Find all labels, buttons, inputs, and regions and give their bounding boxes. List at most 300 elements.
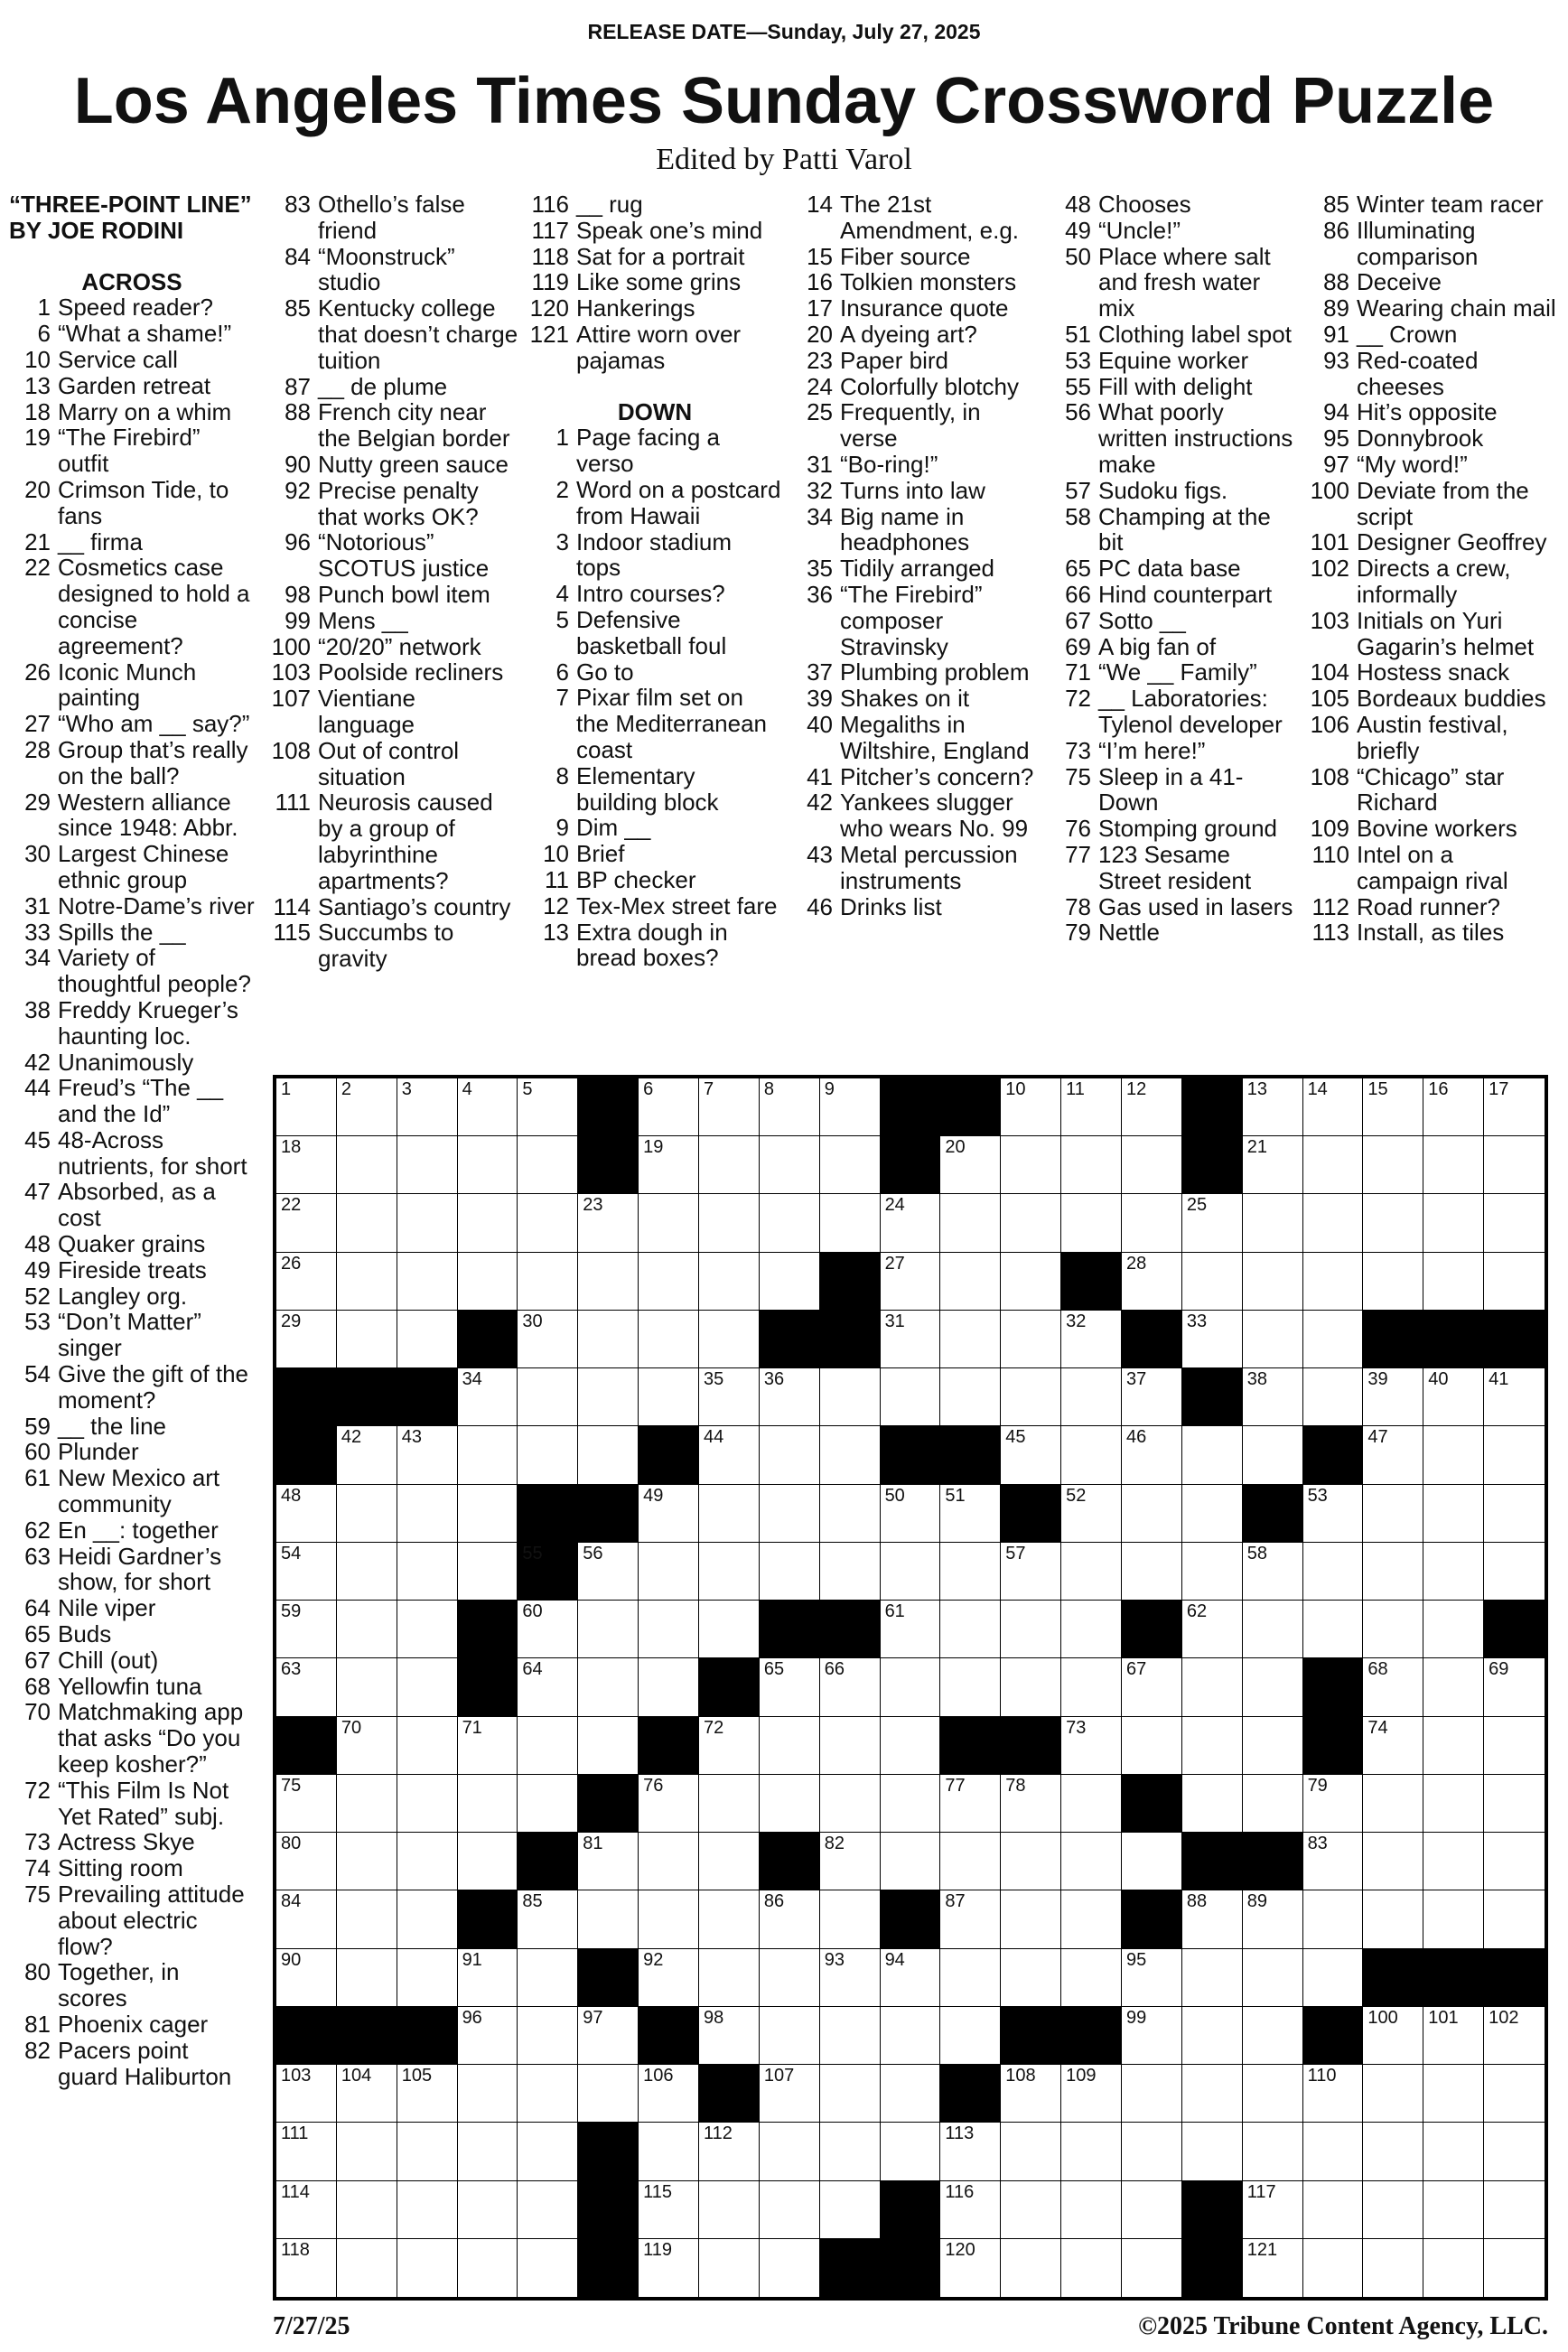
grid-cell[interactable] <box>940 2239 1001 2297</box>
grid-cell[interactable] <box>1001 1311 1061 1368</box>
grid-cell[interactable] <box>1303 1194 1364 1252</box>
grid-cell[interactable] <box>1122 1717 1182 1775</box>
grid-cell[interactable] <box>1182 1658 1243 1716</box>
grid-cell[interactable] <box>1484 1485 1545 1543</box>
grid-cell[interactable] <box>1122 2239 1182 2297</box>
grid-cell[interactable] <box>881 2065 941 2123</box>
grid-cell[interactable] <box>578 1890 639 1948</box>
grid-cell[interactable] <box>1061 2123 1122 2180</box>
grid-cell[interactable] <box>1363 1890 1423 1948</box>
grid-cell[interactable] <box>1122 2181 1182 2239</box>
grid-cell[interactable] <box>1484 1136 1545 1194</box>
grid-cell[interactable] <box>639 2239 699 2297</box>
grid-cell[interactable] <box>1423 1890 1484 1948</box>
grid-cell[interactable] <box>760 1078 820 1136</box>
grid-cell[interactable] <box>639 1658 699 1716</box>
grid-cell[interactable] <box>940 1253 1001 1311</box>
grid-cell[interactable] <box>276 1194 337 1252</box>
grid-cell[interactable] <box>337 1601 397 1658</box>
grid-cell[interactable] <box>1363 1717 1423 1775</box>
grid-cell[interactable] <box>940 1485 1001 1543</box>
grid-cell[interactable] <box>1243 2065 1303 2123</box>
grid-cell[interactable] <box>1363 1658 1423 1716</box>
grid-cell[interactable] <box>276 1890 337 1948</box>
grid-cell[interactable] <box>1484 1658 1545 1716</box>
grid-cell[interactable] <box>639 1775 699 1833</box>
grid-cell[interactable] <box>1303 1253 1364 1311</box>
grid-cell[interactable] <box>1061 1194 1122 1252</box>
grid-cell[interactable] <box>1122 1253 1182 1311</box>
grid-cell[interactable] <box>639 1311 699 1368</box>
grid-cell[interactable] <box>1363 2123 1423 2180</box>
grid-cell[interactable] <box>1001 1543 1061 1601</box>
grid-cell[interactable] <box>276 1833 337 1890</box>
grid-cell[interactable] <box>1303 1311 1364 1368</box>
grid-cell[interactable] <box>397 2181 458 2239</box>
grid-cell[interactable] <box>940 1949 1001 2007</box>
grid-cell[interactable] <box>1182 1194 1243 1252</box>
grid-cell[interactable] <box>1243 1253 1303 1311</box>
grid-cell[interactable] <box>760 1949 820 2007</box>
grid-cell[interactable] <box>1182 2007 1243 2065</box>
grid-cell[interactable] <box>397 1717 458 1775</box>
grid-cell[interactable] <box>276 1078 337 1136</box>
grid-cell[interactable] <box>276 1775 337 1833</box>
grid-cell[interactable] <box>940 2123 1001 2180</box>
grid-cell[interactable] <box>1363 2065 1423 2123</box>
grid-cell[interactable] <box>276 2239 337 2297</box>
grid-cell[interactable] <box>1363 1194 1423 1252</box>
grid-cell[interactable] <box>458 1949 518 2007</box>
grid-cell[interactable] <box>1061 1658 1122 1716</box>
grid-cell[interactable] <box>1061 1890 1122 1948</box>
grid-cell[interactable] <box>337 2181 397 2239</box>
grid-cell[interactable] <box>940 1368 1001 1426</box>
grid-cell[interactable] <box>1001 1890 1061 1948</box>
grid-cell[interactable] <box>1001 1136 1061 1194</box>
grid-cell[interactable] <box>397 1311 458 1368</box>
grid-cell[interactable] <box>458 2007 518 2065</box>
grid-cell[interactable] <box>1001 1253 1061 1311</box>
grid-cell[interactable] <box>458 2065 518 2123</box>
grid-cell[interactable] <box>276 1949 337 2007</box>
grid-cell[interactable] <box>1363 1426 1423 1484</box>
grid-cell[interactable] <box>337 1833 397 1890</box>
grid-cell[interactable] <box>1001 2123 1061 2180</box>
grid-cell[interactable] <box>397 2123 458 2180</box>
grid-cell[interactable] <box>1363 2239 1423 2297</box>
grid-cell[interactable] <box>940 1136 1001 1194</box>
grid-cell[interactable] <box>1243 2239 1303 2297</box>
grid-cell[interactable] <box>578 1311 639 1368</box>
grid-cell[interactable] <box>276 1658 337 1716</box>
grid-cell[interactable] <box>578 1426 639 1484</box>
grid-cell[interactable] <box>1061 1717 1122 1775</box>
grid-cell[interactable] <box>1061 1311 1122 1368</box>
grid-cell[interactable] <box>1484 1833 1545 1890</box>
grid-cell[interactable] <box>458 2239 518 2297</box>
grid-cell[interactable] <box>518 1136 578 1194</box>
grid-cell[interactable] <box>881 2123 941 2180</box>
grid-cell[interactable] <box>1423 1194 1484 1252</box>
grid-cell[interactable] <box>820 1136 881 1194</box>
grid-cell[interactable] <box>1243 1426 1303 1484</box>
grid-cell[interactable] <box>518 2239 578 2297</box>
grid-cell[interactable] <box>458 2181 518 2239</box>
grid-cell[interactable] <box>1243 1194 1303 1252</box>
grid-cell[interactable] <box>1122 2007 1182 2065</box>
grid-cell[interactable] <box>1303 2239 1364 2297</box>
grid-cell[interactable] <box>458 1833 518 1890</box>
grid-cell[interactable] <box>1423 1485 1484 1543</box>
grid-cell[interactable] <box>1122 1949 1182 2007</box>
grid-cell[interactable] <box>940 1775 1001 1833</box>
grid-cell[interactable] <box>1122 1078 1182 1136</box>
grid-cell[interactable] <box>760 1136 820 1194</box>
grid-cell[interactable] <box>276 1136 337 1194</box>
grid-cell[interactable] <box>699 1601 760 1658</box>
grid-cell[interactable] <box>699 1253 760 1311</box>
grid-cell[interactable] <box>699 1543 760 1601</box>
grid-cell[interactable] <box>276 2065 337 2123</box>
grid-cell[interactable] <box>1001 1368 1061 1426</box>
grid-cell[interactable] <box>1061 1543 1122 1601</box>
grid-cell[interactable] <box>1122 2065 1182 2123</box>
grid-cell[interactable] <box>639 1136 699 1194</box>
grid-cell[interactable] <box>1001 2065 1061 2123</box>
grid-cell[interactable] <box>1423 1601 1484 1658</box>
grid-cell[interactable] <box>276 2123 337 2180</box>
grid-cell[interactable] <box>1243 1368 1303 1426</box>
grid-cell[interactable] <box>881 1194 941 1252</box>
grid-cell[interactable] <box>1363 2181 1423 2239</box>
grid-cell[interactable] <box>518 1253 578 1311</box>
grid-cell[interactable] <box>1001 1194 1061 1252</box>
grid-cell[interactable] <box>276 1253 337 1311</box>
grid-cell[interactable] <box>337 1253 397 1311</box>
grid-cell[interactable] <box>1182 1253 1243 1311</box>
grid-cell[interactable] <box>699 1194 760 1252</box>
grid-cell[interactable] <box>518 1078 578 1136</box>
grid-cell[interactable] <box>1061 1136 1122 1194</box>
grid-cell[interactable] <box>699 2181 760 2239</box>
grid-cell[interactable] <box>760 1485 820 1543</box>
grid-cell[interactable] <box>397 1253 458 1311</box>
grid-cell[interactable] <box>1423 1658 1484 1716</box>
grid-cell[interactable] <box>881 1311 941 1368</box>
grid-cell[interactable] <box>578 1194 639 1252</box>
grid-cell[interactable] <box>1001 1658 1061 1716</box>
grid-cell[interactable] <box>1122 1136 1182 1194</box>
grid-cell[interactable] <box>458 1485 518 1543</box>
grid-cell[interactable] <box>397 1194 458 1252</box>
grid-cell[interactable] <box>820 1717 881 1775</box>
grid-cell[interactable] <box>1243 1775 1303 1833</box>
grid-cell[interactable] <box>760 1368 820 1426</box>
grid-cell[interactable] <box>1363 2007 1423 2065</box>
grid-cell[interactable] <box>820 2181 881 2239</box>
grid-cell[interactable] <box>820 1368 881 1426</box>
grid-cell[interactable] <box>1122 2123 1182 2180</box>
grid-cell[interactable] <box>1303 1949 1364 2007</box>
grid-cell[interactable] <box>337 1775 397 1833</box>
grid-cell[interactable] <box>518 1717 578 1775</box>
grid-cell[interactable] <box>1484 2123 1545 2180</box>
grid-cell[interactable] <box>1182 1717 1243 1775</box>
grid-cell[interactable] <box>397 1833 458 1890</box>
grid-cell[interactable] <box>337 2123 397 2180</box>
grid-cell[interactable] <box>518 2065 578 2123</box>
grid-cell[interactable] <box>1423 1775 1484 1833</box>
grid-cell[interactable] <box>699 1485 760 1543</box>
grid-cell[interactable] <box>639 1078 699 1136</box>
grid-cell[interactable] <box>578 1601 639 1658</box>
grid-cell[interactable] <box>940 2007 1001 2065</box>
grid-cell[interactable] <box>458 1136 518 1194</box>
grid-cell[interactable] <box>397 1949 458 2007</box>
grid-cell[interactable] <box>337 1078 397 1136</box>
grid-cell[interactable] <box>639 2181 699 2239</box>
grid-cell[interactable] <box>820 2065 881 2123</box>
grid-cell[interactable] <box>1243 1311 1303 1368</box>
grid-cell[interactable] <box>1363 1833 1423 1890</box>
grid-cell[interactable] <box>940 1311 1001 1368</box>
grid-cell[interactable] <box>881 2007 941 2065</box>
grid-cell[interactable] <box>458 1194 518 1252</box>
grid-cell[interactable] <box>1423 1368 1484 1426</box>
grid-cell[interactable] <box>1122 1485 1182 1543</box>
grid-cell[interactable] <box>1423 1717 1484 1775</box>
grid-cell[interactable] <box>699 1949 760 2007</box>
grid-cell[interactable] <box>1061 1775 1122 1833</box>
grid-cell[interactable] <box>1243 1658 1303 1716</box>
grid-cell[interactable] <box>760 1253 820 1311</box>
grid-cell[interactable] <box>1363 1485 1423 1543</box>
grid-cell[interactable] <box>337 1890 397 1948</box>
grid-cell[interactable] <box>337 1543 397 1601</box>
crossword-grid[interactable] <box>273 1075 1548 2301</box>
grid-cell[interactable] <box>639 1833 699 1890</box>
grid-cell[interactable] <box>639 2123 699 2180</box>
grid-cell[interactable] <box>699 1426 760 1484</box>
grid-cell[interactable] <box>397 1136 458 1194</box>
grid-cell[interactable] <box>1363 1601 1423 1658</box>
grid-cell[interactable] <box>699 1890 760 1948</box>
grid-cell[interactable] <box>337 2239 397 2297</box>
grid-cell[interactable] <box>820 1775 881 1833</box>
grid-cell[interactable] <box>1423 2181 1484 2239</box>
grid-cell[interactable] <box>760 1658 820 1716</box>
grid-cell[interactable] <box>578 1658 639 1716</box>
grid-cell[interactable] <box>881 1368 941 1426</box>
grid-cell[interactable] <box>1243 2123 1303 2180</box>
grid-cell[interactable] <box>1303 2065 1364 2123</box>
grid-cell[interactable] <box>699 1833 760 1890</box>
grid-cell[interactable] <box>518 1194 578 1252</box>
grid-cell[interactable] <box>820 2007 881 2065</box>
grid-cell[interactable] <box>1001 1775 1061 1833</box>
grid-cell[interactable] <box>1303 1368 1364 1426</box>
grid-cell[interactable] <box>1423 1136 1484 1194</box>
grid-cell[interactable] <box>1001 1426 1061 1484</box>
grid-cell[interactable] <box>699 2007 760 2065</box>
grid-cell[interactable] <box>1303 1890 1364 1948</box>
grid-cell[interactable] <box>1363 1775 1423 1833</box>
grid-cell[interactable] <box>1182 1426 1243 1484</box>
grid-cell[interactable] <box>1303 2181 1364 2239</box>
grid-cell[interactable] <box>1061 2239 1122 2297</box>
grid-cell[interactable] <box>1484 1775 1545 1833</box>
grid-cell[interactable] <box>1061 2181 1122 2239</box>
grid-cell[interactable] <box>397 1426 458 1484</box>
grid-cell[interactable] <box>820 1833 881 1890</box>
grid-cell[interactable] <box>1303 1485 1364 1543</box>
grid-cell[interactable] <box>1122 1833 1182 1890</box>
grid-cell[interactable] <box>1363 1543 1423 1601</box>
grid-cell[interactable] <box>518 2123 578 2180</box>
grid-cell[interactable] <box>337 1658 397 1716</box>
grid-cell[interactable] <box>1001 1601 1061 1658</box>
grid-cell[interactable] <box>1484 1078 1545 1136</box>
grid-cell[interactable] <box>639 1368 699 1426</box>
grid-cell[interactable] <box>578 2007 639 2065</box>
grid-cell[interactable] <box>458 1078 518 1136</box>
grid-cell[interactable] <box>1122 1368 1182 1426</box>
grid-cell[interactable] <box>820 1949 881 2007</box>
grid-cell[interactable] <box>1484 2007 1545 2065</box>
grid-cell[interactable] <box>276 2181 337 2239</box>
grid-cell[interactable] <box>1122 1543 1182 1601</box>
grid-cell[interactable] <box>820 1426 881 1484</box>
grid-cell[interactable] <box>1061 1078 1122 1136</box>
grid-cell[interactable] <box>881 1485 941 1543</box>
grid-cell[interactable] <box>1423 1833 1484 1890</box>
grid-cell[interactable] <box>881 1253 941 1311</box>
grid-cell[interactable] <box>458 1426 518 1484</box>
grid-cell[interactable] <box>397 1601 458 1658</box>
grid-cell[interactable] <box>1423 2123 1484 2180</box>
grid-cell[interactable] <box>760 2181 820 2239</box>
grid-cell[interactable] <box>940 1601 1001 1658</box>
grid-cell[interactable] <box>639 1601 699 1658</box>
grid-cell[interactable] <box>518 1601 578 1658</box>
grid-cell[interactable] <box>1243 1543 1303 1601</box>
grid-cell[interactable] <box>1243 2007 1303 2065</box>
grid-cell[interactable] <box>578 1543 639 1601</box>
grid-cell[interactable] <box>578 1833 639 1890</box>
grid-cell[interactable] <box>1182 2123 1243 2180</box>
grid-cell[interactable] <box>1061 1949 1122 2007</box>
grid-cell[interactable] <box>337 2065 397 2123</box>
grid-cell[interactable] <box>1423 2007 1484 2065</box>
grid-cell[interactable] <box>940 1890 1001 1948</box>
grid-cell[interactable] <box>276 1485 337 1543</box>
grid-cell[interactable] <box>639 1253 699 1311</box>
grid-cell[interactable] <box>760 1543 820 1601</box>
grid-cell[interactable] <box>1303 1543 1364 1601</box>
grid-cell[interactable] <box>458 1543 518 1601</box>
grid-cell[interactable] <box>639 1890 699 1948</box>
grid-cell[interactable] <box>1182 2065 1243 2123</box>
grid-cell[interactable] <box>397 1658 458 1716</box>
grid-cell[interactable] <box>337 1717 397 1775</box>
grid-cell[interactable] <box>518 2181 578 2239</box>
grid-cell[interactable] <box>820 2123 881 2180</box>
grid-cell[interactable] <box>1484 1426 1545 1484</box>
grid-cell[interactable] <box>458 1253 518 1311</box>
grid-cell[interactable] <box>578 1368 639 1426</box>
grid-cell[interactable] <box>1423 1426 1484 1484</box>
grid-cell[interactable] <box>1423 2239 1484 2297</box>
grid-cell[interactable] <box>276 1543 337 1601</box>
grid-cell[interactable] <box>1363 1136 1423 1194</box>
grid-cell[interactable] <box>760 1194 820 1252</box>
grid-cell[interactable] <box>820 1485 881 1543</box>
grid-cell[interactable] <box>940 1833 1001 1890</box>
grid-cell[interactable] <box>1001 1833 1061 1890</box>
grid-cell[interactable] <box>276 1601 337 1658</box>
grid-cell[interactable] <box>1243 1949 1303 2007</box>
grid-cell[interactable] <box>1182 1485 1243 1543</box>
grid-cell[interactable] <box>699 1311 760 1368</box>
grid-cell[interactable] <box>458 1775 518 1833</box>
grid-cell[interactable] <box>578 2065 639 2123</box>
grid-cell[interactable] <box>518 1426 578 1484</box>
grid-cell[interactable] <box>1303 1136 1364 1194</box>
grid-cell[interactable] <box>518 1775 578 1833</box>
grid-cell[interactable] <box>760 2007 820 2065</box>
grid-cell[interactable] <box>881 1543 941 1601</box>
grid-cell[interactable] <box>940 1658 1001 1716</box>
grid-cell[interactable] <box>1484 1194 1545 1252</box>
grid-cell[interactable] <box>699 1368 760 1426</box>
grid-cell[interactable] <box>1484 1253 1545 1311</box>
grid-cell[interactable] <box>518 1368 578 1426</box>
grid-cell[interactable] <box>1182 1775 1243 1833</box>
grid-cell[interactable] <box>1061 2065 1122 2123</box>
grid-cell[interactable] <box>881 1949 941 2007</box>
grid-cell[interactable] <box>820 1194 881 1252</box>
grid-cell[interactable] <box>518 1311 578 1368</box>
grid-cell[interactable] <box>337 1311 397 1368</box>
grid-cell[interactable] <box>458 2123 518 2180</box>
grid-cell[interactable] <box>397 2065 458 2123</box>
grid-cell[interactable] <box>1122 1426 1182 1484</box>
grid-cell[interactable] <box>760 2239 820 2297</box>
grid-cell[interactable] <box>1423 2065 1484 2123</box>
grid-cell[interactable] <box>820 1543 881 1601</box>
grid-cell[interactable] <box>397 1078 458 1136</box>
grid-cell[interactable] <box>1061 1426 1122 1484</box>
grid-cell[interactable] <box>1303 1601 1364 1658</box>
grid-cell[interactable] <box>639 2065 699 2123</box>
grid-cell[interactable] <box>1303 1078 1364 1136</box>
grid-cell[interactable] <box>1182 1949 1243 2007</box>
grid-cell[interactable] <box>881 1601 941 1658</box>
grid-cell[interactable] <box>760 2065 820 2123</box>
grid-cell[interactable] <box>1484 2181 1545 2239</box>
grid-cell[interactable] <box>276 1311 337 1368</box>
grid-cell[interactable] <box>1122 1194 1182 1252</box>
grid-cell[interactable] <box>1061 1485 1122 1543</box>
grid-cell[interactable] <box>639 1194 699 1252</box>
grid-cell[interactable] <box>1484 1717 1545 1775</box>
grid-cell[interactable] <box>1182 1543 1243 1601</box>
grid-cell[interactable] <box>1303 2123 1364 2180</box>
grid-cell[interactable] <box>820 1658 881 1716</box>
grid-cell[interactable] <box>397 2239 458 2297</box>
grid-cell[interactable] <box>699 2239 760 2297</box>
